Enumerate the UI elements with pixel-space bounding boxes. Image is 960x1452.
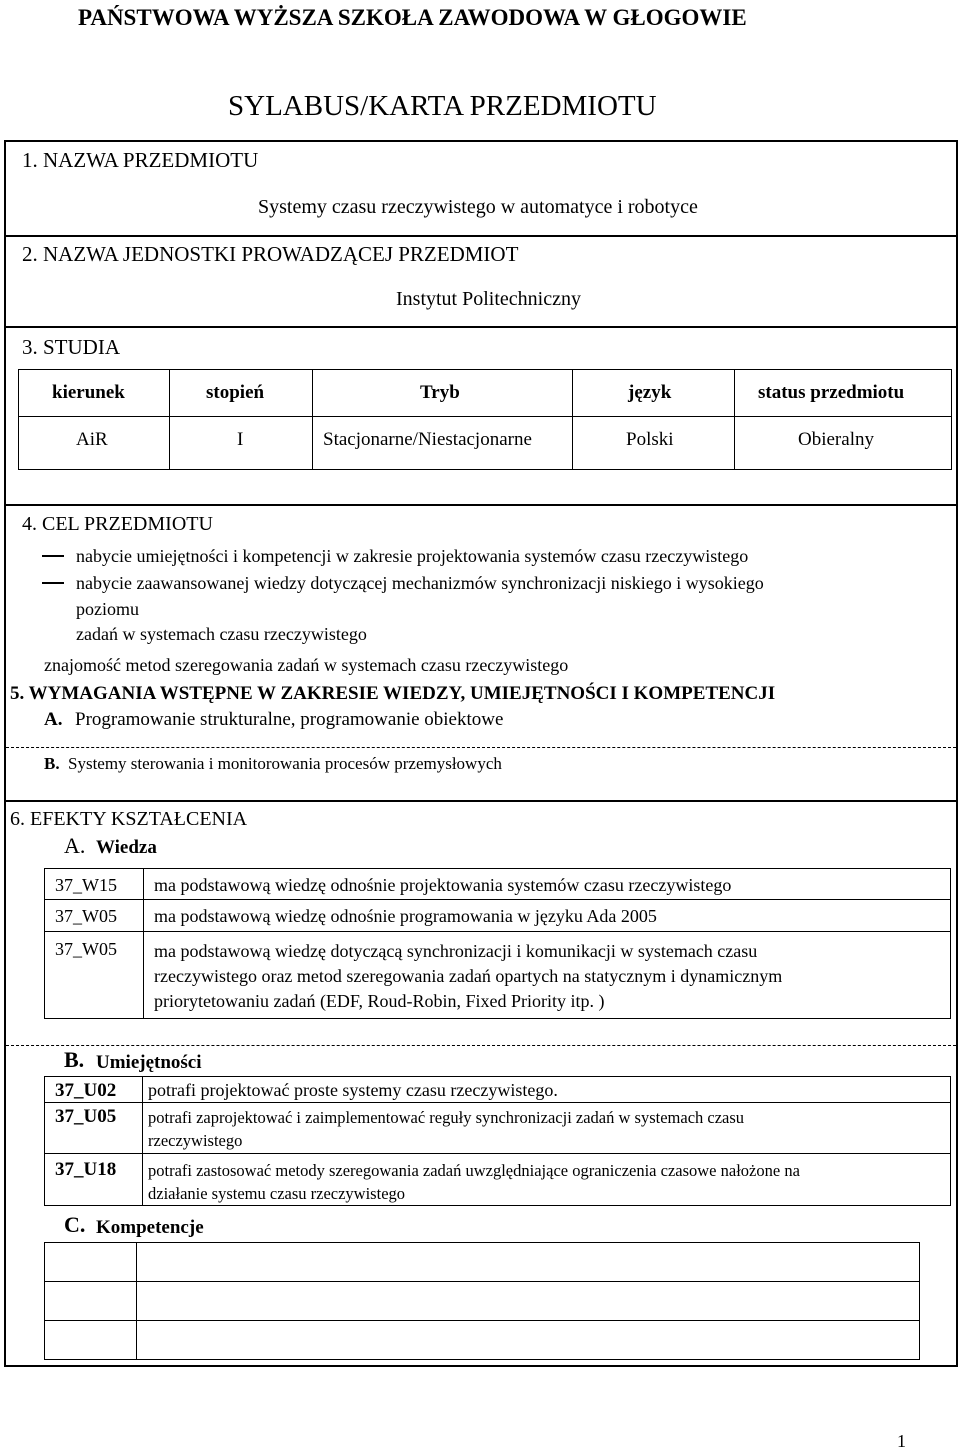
effect-description [143,1154,951,1206]
table-row [45,869,951,900]
dashed-separator [6,747,956,748]
section-divider [4,326,958,328]
dash-bullet [42,582,64,584]
studia-value-stopien: I [237,429,244,450]
goal-item-continued: poziomu [76,599,139,619]
goal-item-continued: zadań w systemach czasu rzeczywistego [76,624,367,644]
empty-description-cell [137,1321,920,1360]
requirement-a-letter: A. [44,709,63,730]
studia-value-jezyk: Polski [626,429,674,450]
kompetencje-table [44,1242,920,1360]
section-3-label: 3. STUDIA [22,335,120,359]
effect-code: 37_W05 [45,932,144,1019]
dash-bullet [42,555,64,557]
page-number: 1 [897,1431,906,1451]
effect-code: 37_W05 [45,900,144,932]
table-row [45,900,951,932]
effect-code: 37_U18 [45,1154,143,1206]
table-row [45,1154,951,1206]
studia-value-kierunek: AiR [76,429,108,450]
section-1-label: 1. NAZWA PRZEDMIOTU [22,148,259,172]
requirement-b: Systemy sterowania i monitorowania procesów przemysłowych [68,754,502,773]
effect-line: potrafi zastosować metody szeregowania zadań uwzględniające ograniczenia czasowe nałożone na [148,1161,800,1180]
umiejetnosci-title: Umiejętności [96,1052,202,1073]
section-4-label: 4. CEL PRZEDMIOTU [22,513,213,535]
studia-header-kierunek: kierunek [52,382,125,403]
unit-name: Instytut Politechniczny [396,288,581,310]
effect-line: ma podstawową wiedzę dotyczącą synchronizacji i komunikacji w systemach czasu [154,941,758,961]
effect-code: 37_U05 [45,1103,143,1154]
section-divider [4,800,958,802]
studia-header-jezyk: język [628,382,672,403]
goal-item: nabycie zaawansowanej wiedzy dotyczącej mechanizmów synchronizacji niskiego i wysokiego [76,573,764,593]
document-subtitle: SYLABUS/KARTA PRZEDMIOTU [228,90,657,122]
effect-line: priorytetowaniu zadań (EDF, Roud-Robin, Fixed Priority itp. ) [154,991,605,1011]
studia-header-status: status przedmiotu [758,382,905,403]
effect-code: 37_W15 [45,869,144,900]
section-divider [4,235,958,237]
table-row [45,932,951,1019]
studia-value-status: Obieralny [798,429,874,450]
table-row [45,1103,951,1154]
table-row [45,1282,920,1321]
effect-line: działanie systemu czasu rzeczywistego [148,1184,406,1203]
umiejetnosci-letter: B. [64,1047,85,1072]
dashed-separator [6,1045,956,1046]
effect-description [143,1077,951,1103]
table-row [45,1243,920,1282]
umiejetnosci-table [44,1076,951,1206]
section-5-label: 5. WYMAGANIA WSTĘPNE W ZAKRESIE WIEDZY, UMIEJĘTNOŚCI I KOMPETENCJI [10,683,776,704]
table-row [45,1077,951,1103]
effect-description [144,932,951,1019]
kompetencje-title: Kompetencje [96,1217,204,1238]
empty-description-cell [137,1282,920,1321]
studia-header-tryb: Tryb [420,382,460,403]
effect-line: potrafi projektować proste systemy czasu rzeczywistego. [148,1080,558,1100]
effect-code: 37_U02 [45,1077,143,1103]
wiedza-letter: A. [64,833,86,858]
effect-description [144,900,951,932]
effect-line: rzeczywistego [148,1131,243,1150]
section-6-label: 6. EFEKTY KSZTAŁCENIA [10,808,248,830]
effect-line: ma podstawową wiedzę odnośnie programowania w języku Ada 2005 [154,906,657,926]
effect-description [143,1103,951,1154]
goal-item: nabycie umiejętności i kompetencji w zakresie projektowania systemów czasu rzeczywistego [76,546,749,566]
effect-description [144,869,951,900]
effect-line: ma podstawową wiedzę odnośnie projektowania systemów czasu rzeczywistego [154,875,732,895]
kompetencje-letter: C. [64,1212,86,1237]
section-divider [4,504,958,506]
wiedza-table [44,868,951,1019]
document-title: PAŃSTWOWA WYŻSZA SZKOŁA ZAWODOWA W GŁOGOWIE [78,5,747,30]
empty-description-cell [137,1243,920,1282]
goal-item: znajomość metod szeregowania zadań w systemach czasu rzeczywistego [44,655,569,675]
section-2-label: 2. NAZWA JEDNOSTKI PROWADZĄCEJ PRZEDMIOT [22,242,519,266]
table-row [45,1321,920,1360]
course-name: Systemy czasu rzeczywistego w automatyce i robotyce [258,196,698,218]
effect-line: potrafi zaprojektować i zaimplementować reguły synchronizacji zadań w systemach czasu [148,1108,745,1127]
effect-line: rzeczywistego oraz metod szeregowania zadań opartych na statycznym i dynamicznym [154,966,783,986]
empty-code-cell [45,1243,137,1282]
empty-code-cell [45,1282,137,1321]
studia-value-tryb: Stacjonarne/Niestacjonarne [323,429,532,450]
studia-header-stopien: stopień [206,382,265,403]
wiedza-title: Wiedza [96,837,157,858]
requirement-b-letter: B. [44,754,60,773]
empty-code-cell [45,1321,137,1360]
requirement-a: Programowanie strukturalne, programowanie obiektowe [75,709,504,730]
